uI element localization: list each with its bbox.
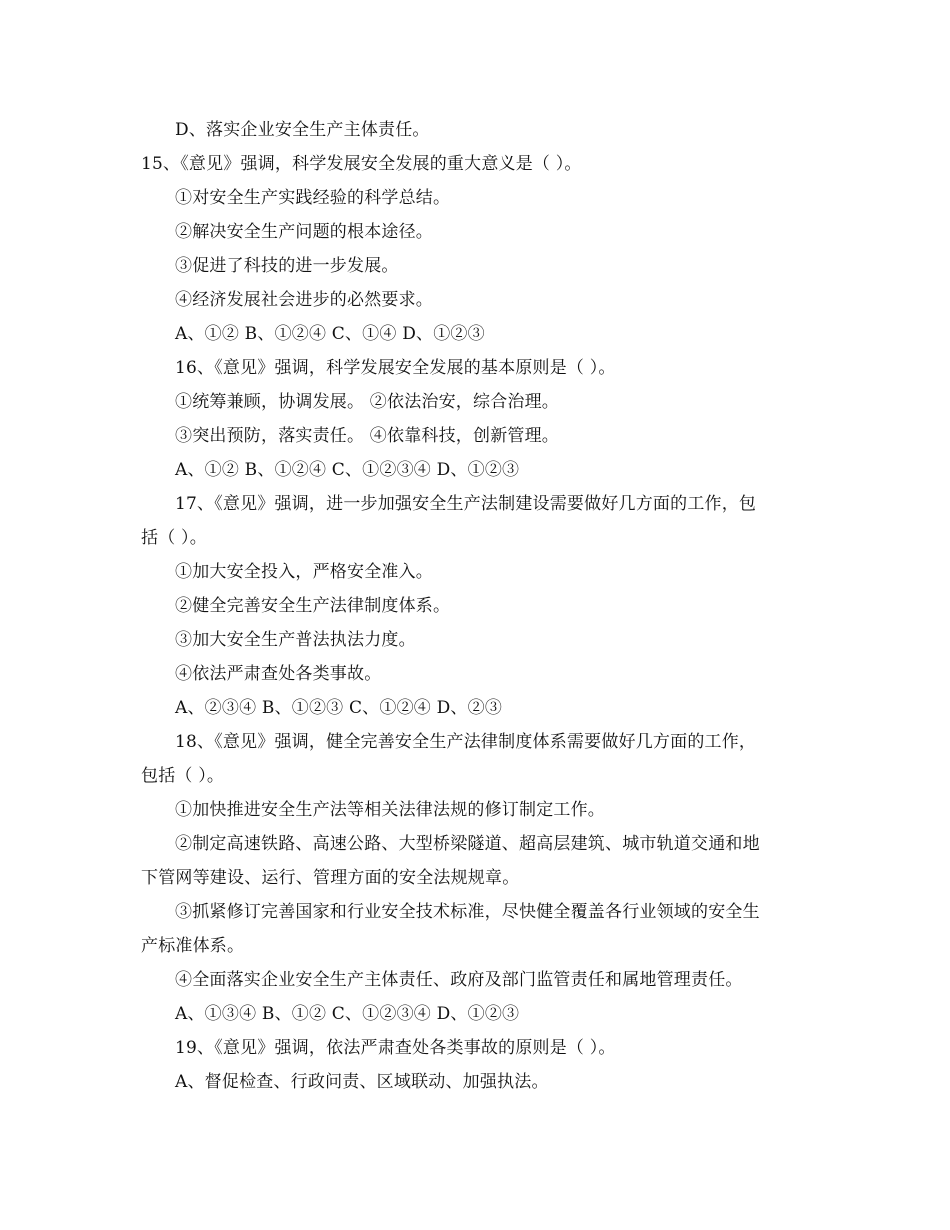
text-line: A、督促检查、行政问责、区域联动、加强执法。 — [175, 1072, 549, 1092]
text-line: ③抓紧修订完善国家和行业安全技术标准，尽快健全覆盖各行业领域的安全生 — [175, 902, 760, 922]
text-line: 产标准体系。 — [141, 936, 245, 956]
answer-options: A、①② B、①②④ C、①④ D、①②③ — [175, 324, 485, 344]
question-16: 16、《意见》强调，科学发展安全发展的基本原则是（ ）。 — [175, 358, 616, 378]
text-line: ①对安全生产实践经验的科学总结。 — [175, 188, 451, 208]
text-line: ①加快推进安全生产法等相关法律法规的修订制定工作。 — [175, 800, 605, 820]
text-line: ②制定高速铁路、高速公路、大型桥梁隧道、超高层建筑、城市轨道交通和地 — [175, 834, 760, 854]
text-line: 括（ ）。 — [141, 528, 207, 548]
text-line: ④经济发展社会进步的必然要求。 — [175, 290, 433, 310]
question-18: 18、《意见》强调，健全完善安全生产法律制度体系需要做好几方面的工作， — [175, 732, 757, 752]
text-line: ①统筹兼顾，协调发展。 ②依法治安，综合治理。 — [175, 392, 560, 412]
question-17: 17、《意见》强调，进一步加强安全生产法制建设需要做好几方面的工作，包 — [175, 494, 757, 514]
text-line: ①加大安全投入，严格安全准入。 — [175, 562, 433, 582]
question-15: 15、《意见》强调，科学发展安全发展的重大意义是（ ）。 — [141, 154, 582, 174]
text-line: 包括（ ）。 — [141, 766, 225, 786]
text-line: 下管网等建设、运行、管理方面的安全法规规章。 — [141, 868, 520, 888]
text-line: ②解决安全生产问题的根本途径。 — [175, 222, 433, 242]
text-line: ③加大安全生产普法执法力度。 — [175, 630, 416, 650]
text-line: ④全面落实企业安全生产主体责任、政府及部门监管责任和属地管理责任。 — [175, 970, 743, 990]
text-line: ④依法严肃查处各类事故。 — [175, 664, 382, 684]
answer-options: A、①② B、①②④ C、①②③④ D、①②③ — [175, 460, 520, 480]
question-19: 19、《意见》强调，依法严肃查处各类事故的原则是（ ）。 — [175, 1038, 616, 1058]
text-line: ③促进了科技的进一步发展。 — [175, 256, 399, 276]
answer-options: A、②③④ B、①②③ C、①②④ D、②③ — [175, 698, 503, 718]
text-line: ③突出预防，落实责任。 ④依靠科技，创新管理。 — [175, 426, 560, 446]
text-line: D、落实企业安全生产主体责任。 — [175, 120, 430, 140]
text-line: ②健全完善安全生产法律制度体系。 — [175, 596, 451, 616]
answer-options: A、①③④ B、①② C、①②③④ D、①②③ — [175, 1004, 520, 1024]
